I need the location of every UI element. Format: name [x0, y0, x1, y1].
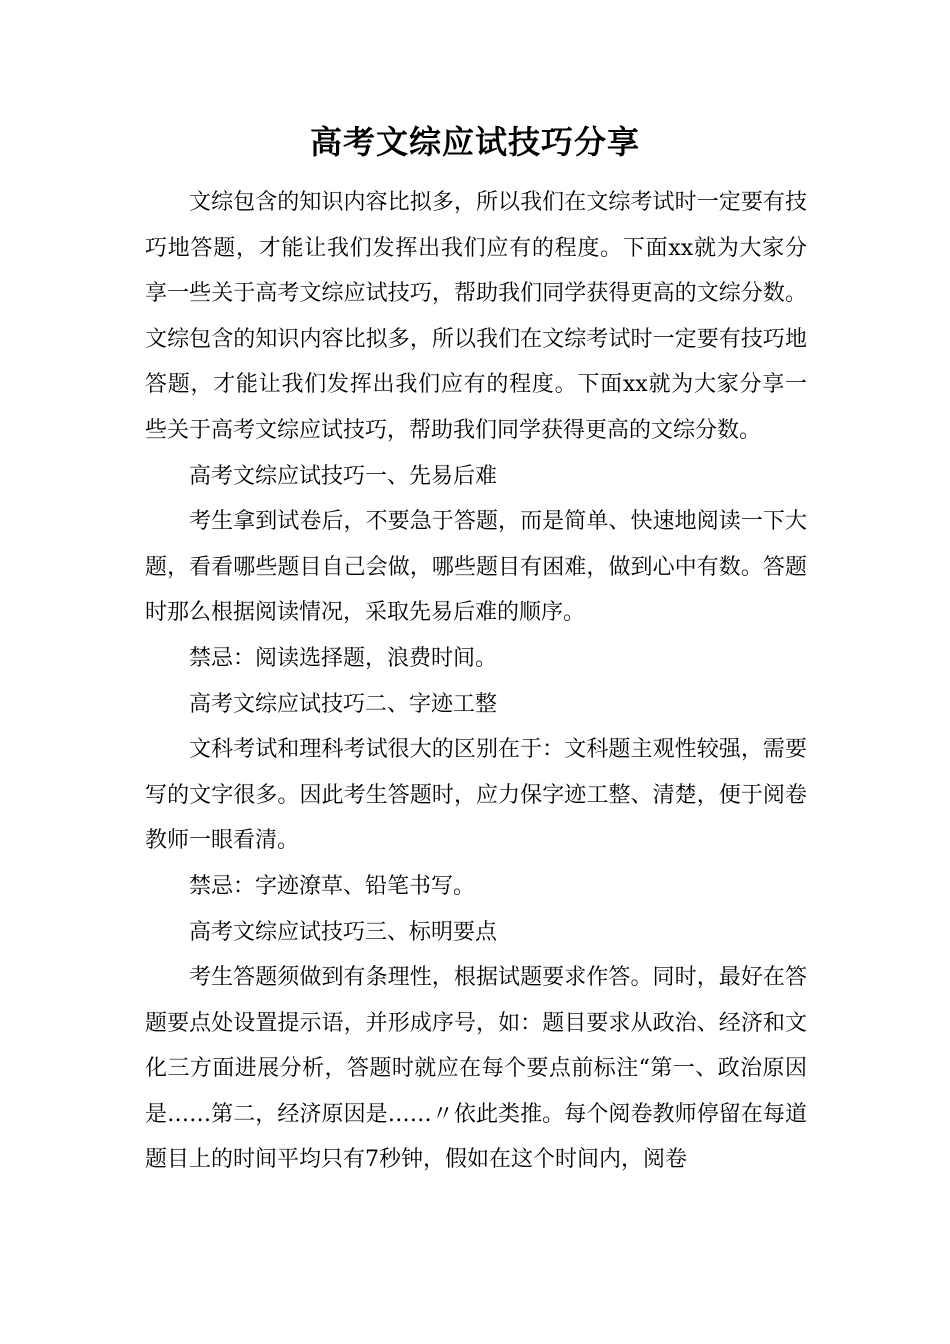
document-body: [145, 180, 807, 1183]
heading-tip-3: 高考文综应试技巧三、标明要点: [189, 919, 498, 945]
paragraph-taboo-2: 禁忌：字迹潦草、铅笔书写。: [189, 873, 476, 899]
paragraph-intro: 文综包含的知识内容比拟多，所以我们在文综考试时一定要有技巧地答题，才能让我们发挥出我们应有的程度。下面xx就为大家分享一些关于高考文综应试技巧，帮助我们同学获得更高的文综分数。文综包含的知识内容比拟多，所以我们在文综考试时一定要有技巧地答题，才能让我们发挥出我们应有的程度。下面xx就为大家分享一些关于高考文综应试技巧，帮助我们同学获得更高的文综分数。: [145, 190, 807, 443]
heading-tip-1: 高考文综应试技巧一、先易后难: [189, 463, 498, 489]
paragraph-tip-2: 文科考试和理科考试很大的区别在于：文科题主观性较强，需要写的文字很多。因此考生答题时，应力保字迹工整、清楚，便于阅卷教师一眼看清。: [145, 737, 807, 854]
heading-tip-2: 高考文综应试技巧二、字迹工整: [189, 691, 498, 717]
paragraph-tip-3: 考生答题须做到有条理性，根据试题要求作答。同时，最好在答题要点处设置提示语，并形成序号，如：题目要求从政治、经济和文化三方面进展分析，答题时就应在每个要点前标注“第一、政治原因是……第二，经济原因是……〃依此类推。每个阅卷教师停留在每道题目上的时间平均只有7秒钟，假如在这个时间内，阅卷: [145, 965, 807, 1173]
document-title: 高考文综应试技巧分享: [309, 123, 640, 161]
paragraph-taboo-1: 禁忌：阅读选择题，浪费时间。: [189, 645, 498, 671]
paragraph-tip-1: 考生拿到试卷后，不要急于答题，而是简单、快速地阅读一下大题，看看哪些题目自己会做，哪些题目有困难，做到心中有数。答题时那么根据阅读情况，采取先易后难的顺序。: [145, 509, 807, 626]
